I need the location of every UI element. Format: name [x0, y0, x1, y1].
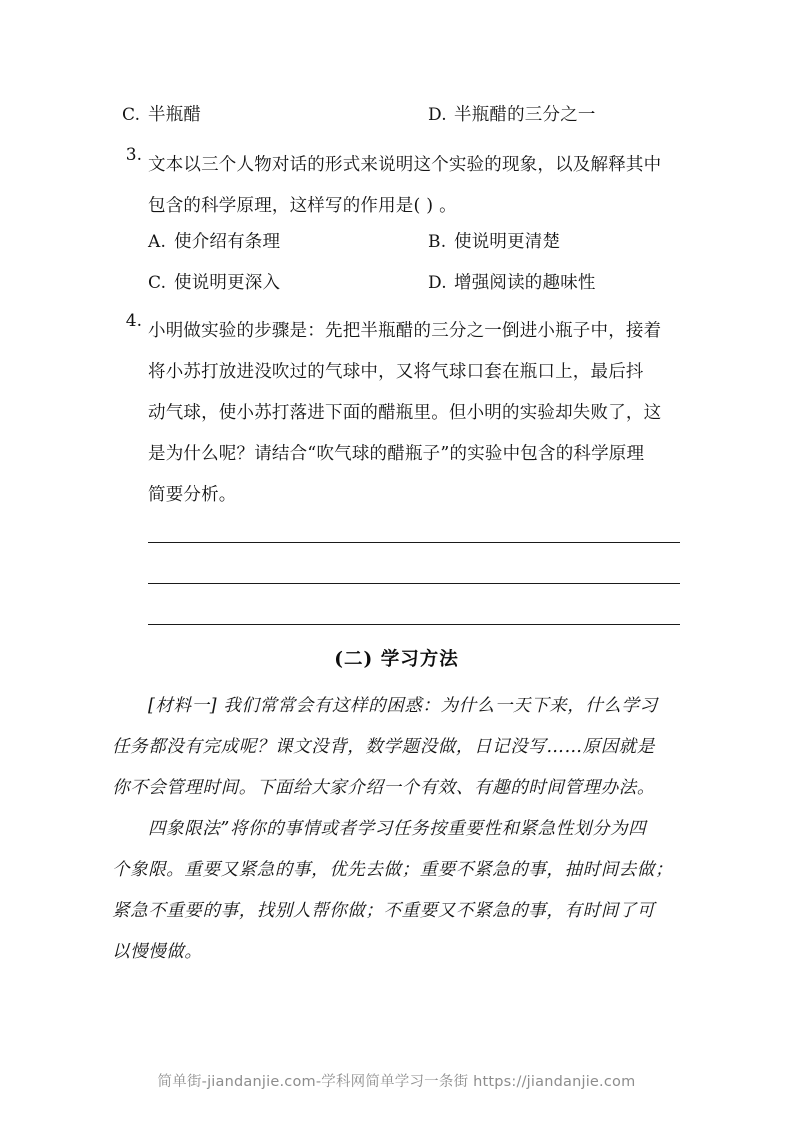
option-b-letter: B.	[428, 232, 447, 252]
answer-line-1[interactable]	[148, 542, 680, 543]
question-3-line-2: 包含的科学原理，这样写的作用是( ) 。	[148, 196, 457, 216]
option-d2[interactable]	[428, 269, 596, 294]
material-two-line-3: 紧急不重要的事，找别人帮你做；不重要又不紧急的事，有时间了可	[112, 901, 655, 921]
option-d2-letter: D.	[428, 273, 447, 293]
answer-line-2[interactable]	[148, 583, 680, 584]
question-3-options-row-ab	[122, 228, 692, 262]
question-4	[112, 311, 690, 516]
question-4-line-4: 是为什么呢？请结合“吹气球的醋瓶子”的实验中包含的科学原理	[148, 444, 645, 464]
material-two-line-1: 四象限法”将你的事情或者学习任务按重要性和紧急性划分为四	[148, 819, 647, 839]
material-two-line-4: 以慢慢做。	[112, 942, 203, 962]
question-2-options-row-cd	[122, 101, 692, 135]
option-c[interactable]	[122, 101, 402, 126]
option-a-letter: A.	[148, 232, 167, 252]
option-a-text: 使介绍有条理	[174, 232, 281, 252]
option-c2-text: 使说明更深入	[174, 273, 281, 293]
material-one-line-1-text: 我们常常会有这样的困惑：为什么一天下来，什么学习	[223, 696, 658, 716]
option-d[interactable]	[428, 101, 596, 126]
question-4-number: 4.	[125, 311, 142, 331]
option-c2[interactable]	[122, 269, 428, 294]
option-c2-letter: C.	[148, 273, 167, 293]
material-one-paragraph	[112, 686, 692, 809]
material-two-paragraph	[112, 809, 692, 973]
question-3-body	[148, 145, 690, 227]
question-4-line-3: 动气球，使小苏打落进下面的醋瓶里。但小明的实验却失败了，这	[148, 403, 662, 423]
option-d2-text: 增强阅读的趣味性	[454, 273, 596, 293]
material-two-line-2: 个象限。重要又紧急的事，优先去做；重要不紧急的事，抽时间去做；	[112, 860, 674, 880]
material-one-line-3: 你不会管理时间。下面给大家介绍一个有效、有趣的时间管理办法。	[112, 778, 655, 798]
option-c-text: 半瓶醋	[148, 105, 202, 125]
question-3	[112, 145, 690, 227]
question-3-number: 3.	[125, 145, 142, 165]
section-heading: (二) 学习方法	[334, 649, 459, 670]
material-one-label: [材料一]	[148, 696, 218, 716]
question-4-line-1: 小明做实验的步骤是：先把半瓶醋的三分之一倒进小瓶子中，接着	[148, 321, 662, 341]
option-b-text: 使说明更清楚	[454, 232, 561, 252]
material-one-line-1	[112, 686, 692, 727]
option-d-letter: D.	[428, 105, 447, 125]
answer-line-3[interactable]	[148, 624, 680, 625]
material-one-line-2: 任务都没有完成呢？课文没背，数学题没做，日记没写……原因就是	[112, 737, 655, 757]
option-b[interactable]	[428, 228, 560, 253]
footer-watermark: 简单街-jiandanjie.com-学科网简单学习一条街 https://jiandanjie.com	[157, 1074, 636, 1090]
question-4-line-2: 将小苏打放进没吹过的气球中，又将气球口套在瓶口上，最后抖	[148, 362, 644, 382]
option-a[interactable]	[122, 228, 428, 253]
question-3-line-1: 文本以三个人物对话的形式来说明这个实验的现象，以及解释其中	[148, 155, 662, 175]
question-4-line-5: 简要分析。	[148, 485, 237, 505]
question-4-body	[148, 311, 690, 516]
question-3-options-row-cd	[122, 269, 692, 303]
option-c-letter: C.	[122, 105, 141, 125]
option-d-text: 半瓶醋的三分之一	[454, 105, 596, 125]
